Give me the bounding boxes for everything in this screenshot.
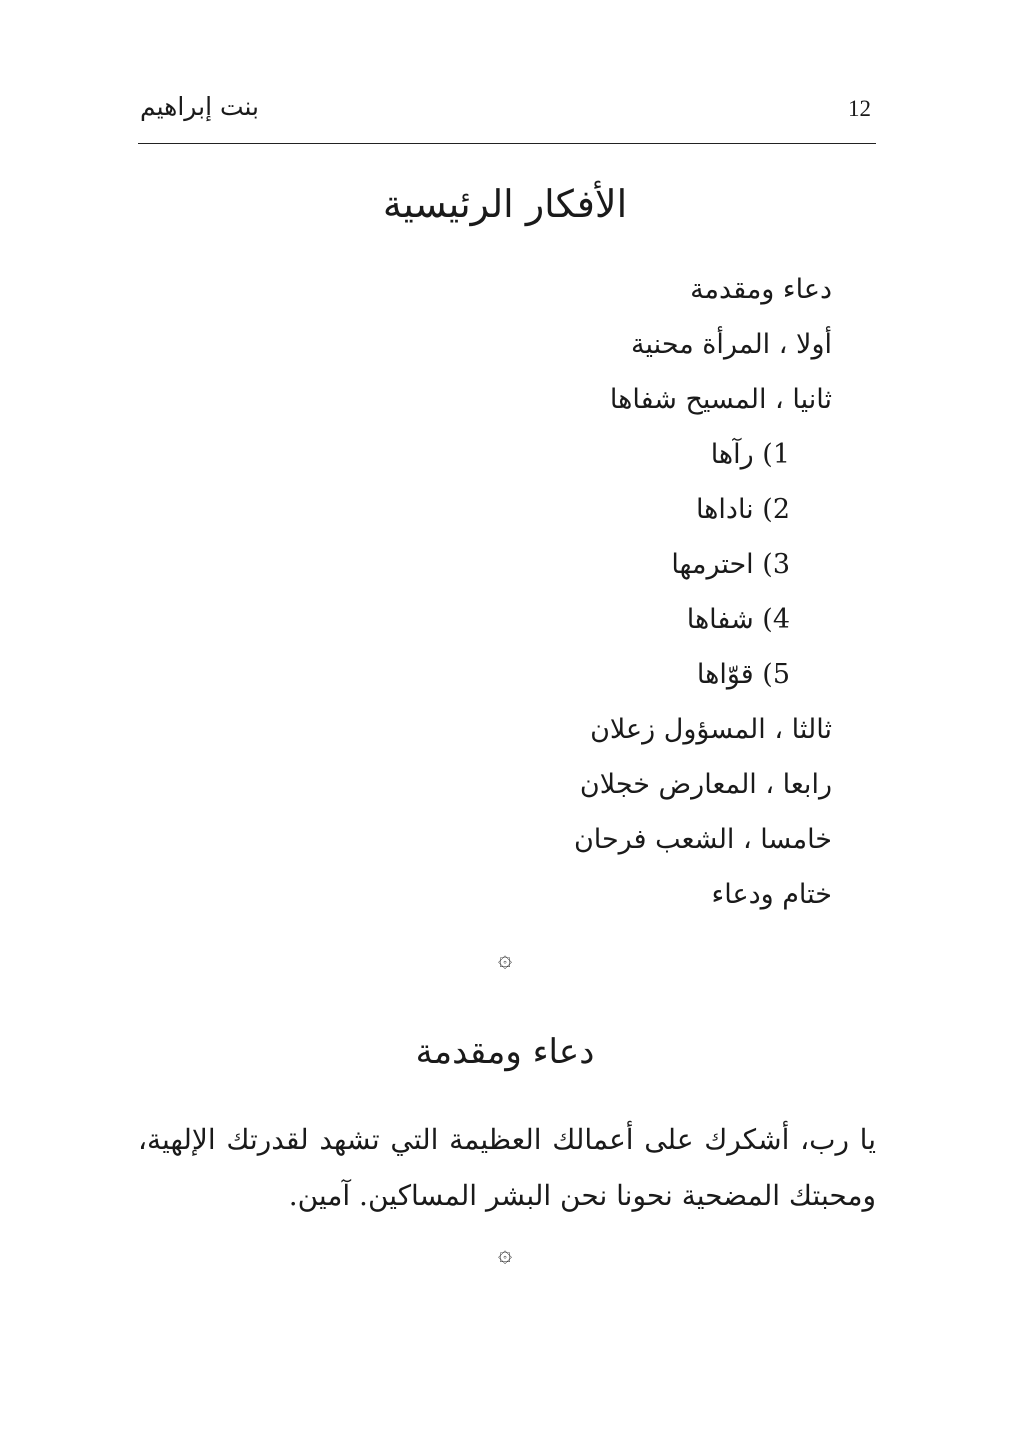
- list-item: دعاء ومقدمة: [690, 274, 832, 305]
- prayer-paragraph: يا رب، أشكرك على أعمالك العظيمة التي تشهد لقدرتك الإلهية، ومحبتك المضحية نحونا نحن البشر المساكين. آمين.: [138, 1123, 876, 1212]
- sub-list-item: 3) احترمها: [671, 549, 790, 580]
- ornament-divider: ۞: [497, 944, 513, 972]
- sub-list-item: 4) شفاها: [686, 604, 790, 635]
- list-item: ثانيا ، المسيح شفاها: [609, 384, 832, 415]
- list-item: خامسا ، الشعب فرحان: [573, 824, 832, 855]
- list-item: ثالثا ، المسؤول زعلان: [590, 714, 832, 745]
- running-header-title: بنت إبراهيم: [140, 92, 260, 121]
- page-title: الأفكار الرئيسية: [382, 182, 628, 226]
- list-item: رابعا ، المعارض خجلان: [579, 769, 832, 800]
- page-number: 12: [848, 96, 871, 121]
- list-item: أولا ، المرأة محنية: [631, 329, 832, 360]
- sub-list-item: 5) قوّاها: [696, 659, 790, 690]
- section-heading: دعاء ومقدمة: [415, 1032, 595, 1072]
- ornament-divider: ۞: [497, 1239, 513, 1267]
- sub-list-item: 2) ناداها: [695, 494, 790, 525]
- header-divider: [138, 143, 876, 144]
- sub-list-item: 1) رآها: [710, 439, 790, 470]
- main-ideas-list: [232, 262, 832, 922]
- list-item: ختام ودعاء: [711, 879, 832, 910]
